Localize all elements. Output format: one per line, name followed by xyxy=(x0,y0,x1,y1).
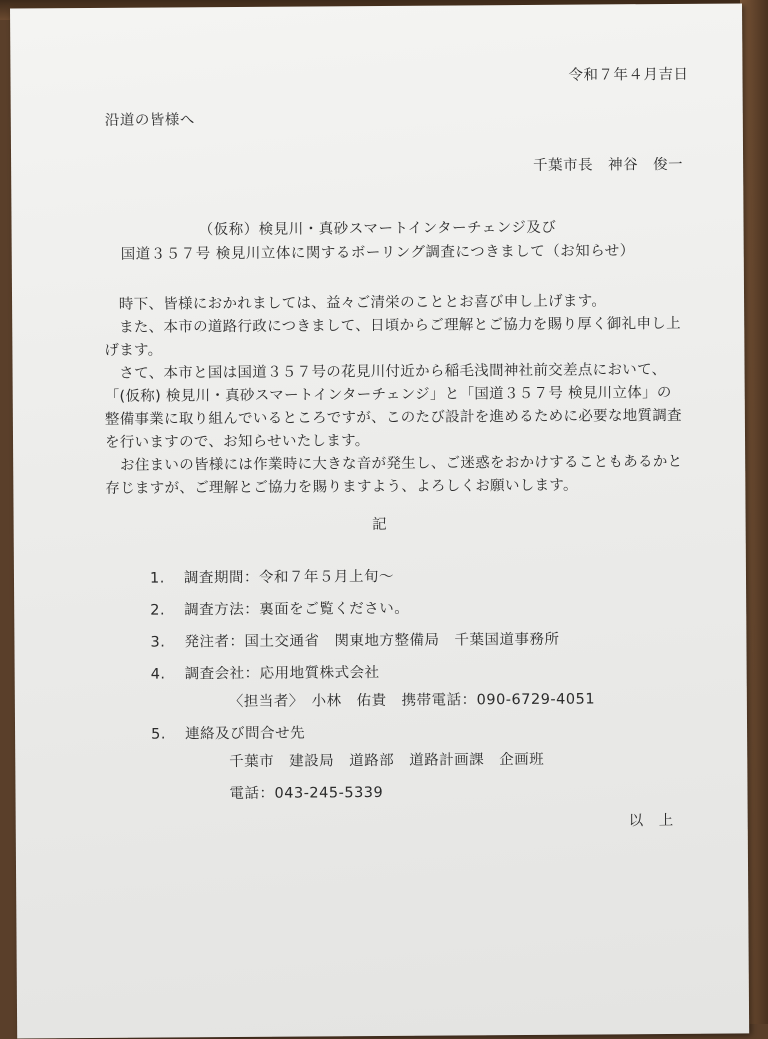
body-line: また、本市の道路行政につきまして、日頃からご理解とご協力を賜り厚く御礼申し上 xyxy=(104,315,681,336)
notice-title-line-1: （仮称）検見川・真砂スマートインターチェンジ及び xyxy=(198,219,557,239)
item-survey-period: 調査期間：令和７年５月上旬～ xyxy=(183,568,395,587)
notice-title-line-2: 国道３５７号 検見川立体に関するボーリング調査につきまして（お知らせ） xyxy=(120,243,635,263)
notice-body xyxy=(104,290,705,501)
body-line: を行いますので、お知らせいたします。 xyxy=(104,433,370,451)
body-line: 時下、皆様におかれましては、益々ご清栄のこととお喜び申し上げます。 xyxy=(104,293,607,313)
item-number: 1. xyxy=(149,570,165,587)
item-survey-method: 調査方法：裏面をご覧ください。 xyxy=(184,600,410,619)
notice-date: 令和７年４月吉日 xyxy=(568,66,689,84)
contact-department: 千葉市 建設局 道路部 道路計画課 企画班 xyxy=(229,751,545,771)
body-line: 存じますが、ご理解とご協力を賜りますよう、よろしくお願いします。 xyxy=(105,477,578,497)
item-contact: 連絡及び問合せ先 xyxy=(185,725,306,743)
body-line: さて、本市と国は国道３５７号の花見川付近から稲毛浅間神社前交差点において、 xyxy=(104,361,667,382)
item-number: 4. xyxy=(150,666,166,683)
item-client: 発注者：国土交通省 関東地方整備局 千葉国道事務所 xyxy=(184,631,560,651)
item-survey-company: 調査会社：応用地質株式会社 xyxy=(184,664,380,683)
item-number: 3. xyxy=(150,634,166,651)
ki-heading: 記 xyxy=(372,516,388,534)
closing-remark: 以 上 xyxy=(628,812,674,830)
notice-document xyxy=(10,3,749,1038)
body-line: げます。 xyxy=(104,342,163,359)
contact-person: 〈担当者〉 小林 佑貴 携帯電話：090-6729-4051 xyxy=(228,691,596,711)
body-line: お住まいの皆様には作業時に大きな音が発生し、ご迷惑をおかけすることもあるかと xyxy=(105,453,683,474)
body-line: 整備事業に取り組んでいるところですが、このたび設計を進めるために必要な地質調査 xyxy=(104,407,682,428)
notice-addressee: 沿道の皆様へ xyxy=(104,112,195,129)
item-number: 5. xyxy=(151,726,166,743)
contact-phone: 電話：043-245-5339 xyxy=(229,784,384,803)
item-number: 2. xyxy=(150,602,166,619)
body-line: 「(仮称) 検見川・真砂スマートインターチェンジ」と「国道３５７号 検見川立体」の xyxy=(104,384,672,405)
notice-sender: 千葉市長 神谷 俊一 xyxy=(533,156,684,174)
